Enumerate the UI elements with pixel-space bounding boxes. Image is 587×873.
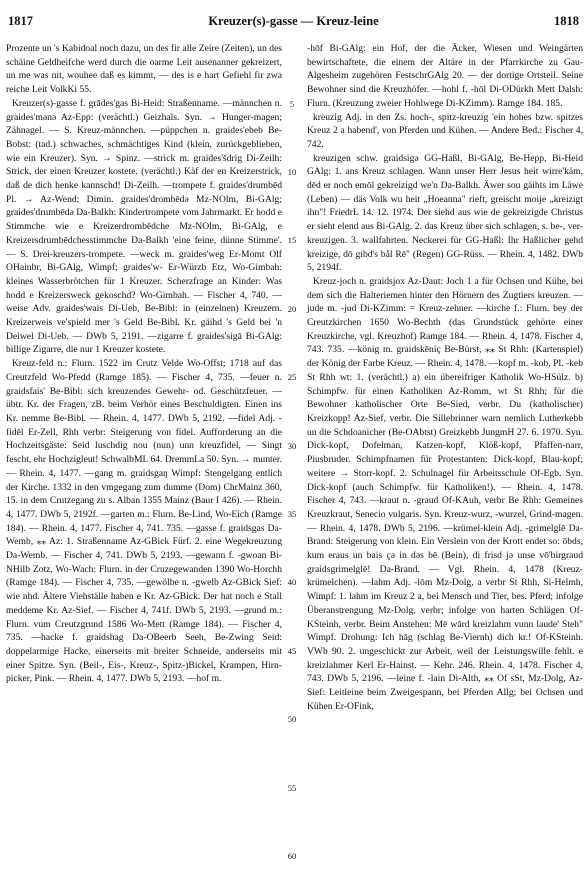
dictionary-entry: Kreuz-joch n. graidsjox Az-Daut: Joch 1 a für Ochsen und Kühe, bei dem sich die Halteriemen hinter den Hörnern des Zugtiers kreuzen. —jude m. -jud Di-KZimm: = Kreuz-zehner. —kirche f.: Flurn. bey der Creutzkirchen 1650 Wo-Bechth (das Grundstück gehörte einer Kreuzkirche, vgl. Kreuzhof) Ramge 184. — Rhein. 4, 1478. Fischer 4, 743. 735. —könig m. graidskēniç Be-Bürst, ⁎⁎ St Rhh: (Kartenspiel) der König der Farbe Kreuz. — Rhein. 4, 1478. —kopf m. -kob, Pl. -keb St Rhh wt: 1. (verächtl.) a) ein übereifriger Katholik Wo-HSülz. b) Schimpfw. für einen Katholiken Az-Romm, wt St Rhh; für die Bewohner katholischer Orte Be-Sied, verbr. Du (katholischer) Kreizkopp! Az-Sief, verbr. Die Sillebrinner warn nemlich Lutherkebb un die Schdoanicher (Be-OAbtst) Greizkebb JungmH 27. 6. 1970. Syn. Dick-kopf, Dofelman, Katzen-kopf, Klöß-kopf, Pfaffen-narr, Piusbruder. Schimpfnamen für Protestanten: Dick-kopf, Blau-kopf; weitere → Storr-kopf. 2. Schulnagel für Arbeitsschule Of-Egb. Syn. Dick-kopf (auch Schimpfw. für Katholiken!). — Rhein. 4, 1478. Fischer 4, 743. —kraut n. -graud Of-KAuh, verbr Be Rhh: Gemeines Kreuzkraut, Senecio vulgaris. Syn. Kreuz-wurz, -wurzel, Grind-magen. — Rhein. 4, 1478. DWb 5, 2196. —krümel-klein Adj. -grimelglē Da-Brand: Steigerung von klein. Ein Verslein von der Krott endet so: ōbds, kum eraus un bais çə in dəs bē (Bein), di frisd jə unse vō'birgraud graidsgrimelglē! Da-Brand. — Vgl. Rhein. 4, 1478 (Kreuz-krümelchen). —lahm Adj. -lōm Mz-Dolg, a verbr St Rhh, Si-Helmh, Wimpf: 1. lahm im Kreuz 2 a, bei Mensch und Tier, bes. Pferd; infolge Überanstrengung Mz-Dolg, verbr; infolge von harten Schlägen Of-KSteinh, verbr. Beim Anstehen: Mē wārd kreizlahm vunn laude' Steh" Wimpf. Drohung: Ich hāg (schlag Be-Viernh) dich kr.! Of-KSteinh. VWb 90. 2. ungeschickt zur Arbeit, weil der Leistungswille fehlt. e kreizlahmer Kerl Er-Hainst. — Kehr. 246. Rhein. 4, 1478. Fischer 4, 743. DWb 5, 2196. —leine f. -lain Di-Alth, ⁎⁎ Of sSt, Mz-Dolg, Az-Sief: Leitleine beim Zweigespann, bei Pferden Allg; bei Ochsen und Kühen Er-OFink,: [307, 275, 583, 712]
line-number: 5: [289, 99, 295, 109]
right-column: [307, 42, 583, 713]
dictionary-entry: kreuzig Adj. in den Zs. hoch-, spitz-kreuzig 'ein hohes bzw. spitzes Kreuz 2 a habend', von Pferden und Kühen. — Andere Bed.: Fischer 4, 742.: [307, 111, 583, 150]
line-number: 45: [287, 646, 297, 656]
dictionary-entry: kreuzigen schw. graidsigǝ GG-Haßl, Bi-GAlg, Be-Hepp, Bi-Heid GAlg: 1. ans Kreuz schlagen. Wann unser Herr Jesus heit wirre'käm, dēd er noch emōl gekreizigd we'n Da-Balkh. Äwer sou gäihts im Läwe (Leben) — däs Volk wu heit „Hoeanna" rieft, greischt moije „kreizigt ihn"! FriedrL 14. 12. 1974. Der siehd aus wie de gekreizigde Christus er sieht elend aus Bi-GAlg. 2. das Kreuz über sich schlagen, s. be-, ver-kreuzigen. 3. wallfahrten. Neckerei für GG-Haßl: Ihr Haßlicher gehd kreizige, dō gibd's bål Rē" (Regen) GG-Rüss. — Rhein. 4, 1482. DWb 5, 2194f.: [307, 152, 583, 274]
left-column: [6, 42, 282, 686]
line-number: 15: [287, 235, 297, 245]
line-number: 40: [287, 577, 297, 587]
dictionary-entry: Kreuz-feld n.: Flurn. 1522 im Crutz Velde Wo-Offst; 1718 auf das Creutzfeld Wo-Pfedd (Ramge 185). — Fischer 4, 735. —feuer n. graidsfais' Be-Bibl: sich kreuzendes Gewehr- od. Geschützfeuer. — übtr. Kr. der Fragen, zB. beim Verhör eines Beschuldigten. Einen ins Kr. nemme Be-Bibl. — Rhein. 4, 1477. DWb 5, 2192. —fidel Adj. -fidēl Er-Zell, Rhh verbr: Steigerung von fidel. Aufforderung an die Hochzeitsgäste: Seid luschdig nou (nun) unn kreuzfidel, — Singt fescht, ehr Hochzigleut! SchwalbML 64. DremmLa 50. Syn. → munter. — Rhein. 4, 1477. —gang m. graidsgaŋ Wimpf: Stengelgang entlich der Kirche. 1332 in den vmgegang zum dumme (Dom) ChrMainz 360, 15. in dem Crutzegang zu s. Alban 1355 Mainz (Baur I 426). — Rhein. 4, 1477. DWb 5, 2192f. —garten m.: Flurn. Be-Lind, Wo-Eich (Ramge 184). — Rhein. 4, 1477. Fischer 4, 741. 735. —gasse f. graidsgas Da-Wemb, ⁎⁎ Az: 1. Straßenname Az-GBick Fürf. 2. eine Wegekreuzung Da-Wemb. — Fischer 4, 741. DWb 5, 2193. —gewann f. -gwoan Bi-NHilb Zotz, Wo-Wach: Flurn. in der Cruzegewanden 1390 Wo-Horchh (Ramge 184). — Fischer 4, 735. —gewölbe n. -gwelb Az-GBick Sief: wie nhd. Ältere Viehställe haben e Kr. Az-GBick. Der hat noch e Stall meddeme Kr. Az-Sief. — Fischer 4, 741f. DWb 5, 2193. —grund m.: Flurn. vum Creutzgrund 1586 Wo-Mett (Ramge 184). — Fischer 4, 735. —hacke f. graidshag Da-OBeerb Seeh, Be-Zwing Seid: doppelarmige Hacke, einerseits mit breiter Schneide, anderseits mit einer Spitze. Syn. (Beil-, Eis-, Kreuz-, Spitz-)Bickel, Krampen, Hirn-picker, Pink. — Rhein. 4, 1477. DWb 5, 2193. —hof m.: [6, 358, 282, 685]
line-number: 20: [287, 304, 297, 314]
line-number: 55: [287, 783, 297, 793]
line-number: 30: [287, 441, 297, 451]
line-number: 25: [287, 372, 297, 382]
line-number: 10: [287, 167, 297, 177]
line-number: 50: [287, 714, 297, 724]
page-number-right: 1818: [554, 14, 579, 28]
page-number-left: 1817: [8, 14, 33, 28]
line-number: 35: [287, 509, 297, 519]
dictionary-paragraph: Prozente un 's Kabidoal noch dazu, un des fir alle Zeire (Zeiten), un des schäine Geldheifche werd durch die oarme Leit ausenanner gekreizert, un me was nit, wouhee daß es kimmt, — des is e hart Gefiehl fir zwa reiche Leit VolkKi 55.: [6, 43, 282, 96]
running-title: Kreuzer(s)-gasse — Kreuz-leine: [208, 14, 379, 28]
dictionary-entry: Kreuzer(s)-gasse f. grādes'gas Bi-Heid: Straßenname. —männchen n. graides'mənə Az-Epp: (verächtl.) Geizhals. Syn. → Hunger-magen; Zähnagel. — S. Kreuz-männchen. —püppchen n. graides'ebeb Be-Bobst: (tad.) schwaches, schmächtiges Kind (klein, zurückgeblieben, wie ein Kreuzer). Syn. → Spinz. —strick m. graides'šdrig Di-Zeilh: Strick, der einen Kreuzer kostete. (verächtl.) Käf der en Kreizerstrick, daß de dich henke kannschd! Di-Zeilh. —trompete f. graides'drumbēd Pl. → Az-Wend; Dimin. graides'drombēdǝ Mz-NOlm, Bi-GAlg; graides'drumbēdǝ Da-Balkh: Kindertrompete vom Jahrmarkt. Er hodd e Stimmche wie e Kreizerdrombēdche Mz-NOlm, Bi-GAlg, e Kreizersdrumbēdchesstimmche Da-Balkh 'eine feine, dünne Stimme'. — S. Drei-kreuzers-trompete. —weck m. graides'weg Er-Momt Olf OHainbr, Bi-GAlg, Wimpf; graides'w- Er-Würzb Etz, Wo-Gimbah: kleines Wasserbrötchen für 1 Kreuzer. Scherzfrage an Kinder: Was hodd e Kreizersweck gekoschd? Wo-Gimbah. — Fischer 4, 740. —weise Adv. graides'wais Di-Ueb, Be-Bibl: in (einzelnen) Kreuzern. Kreizerweis ve'spield mer 's Geld Be-Bibl. Kr. gäihd 's Geld bei 'n Deiwel Di-Ueb. — DWb 5, 2191. —zigarre f. graides'sigā Bi-GAlg: billige Zigarre, die nur 1 Kreuzer kostete.: [6, 97, 282, 356]
page-header: [0, 14, 587, 34]
line-number: 60: [287, 851, 297, 861]
dictionary-paragraph: -hōf Bi-GAlg: ein Hof, der die Äcker, Wiesen und Weingärten bewirtschaftete, die einem der Altäre in der Pfarrkirche zu Gau-Algesheim zugehören FestschrGAlg 20. — der dortige Ortsteil. Seine Bewohner sind die Kreuzhöfer. —hohl f. -hōl Di-ODürkh Mett Dalsh: Flurn. (Kreuzung zweier Hohlwege Di-KZimm). Ramge 184. 185.: [307, 43, 583, 109]
